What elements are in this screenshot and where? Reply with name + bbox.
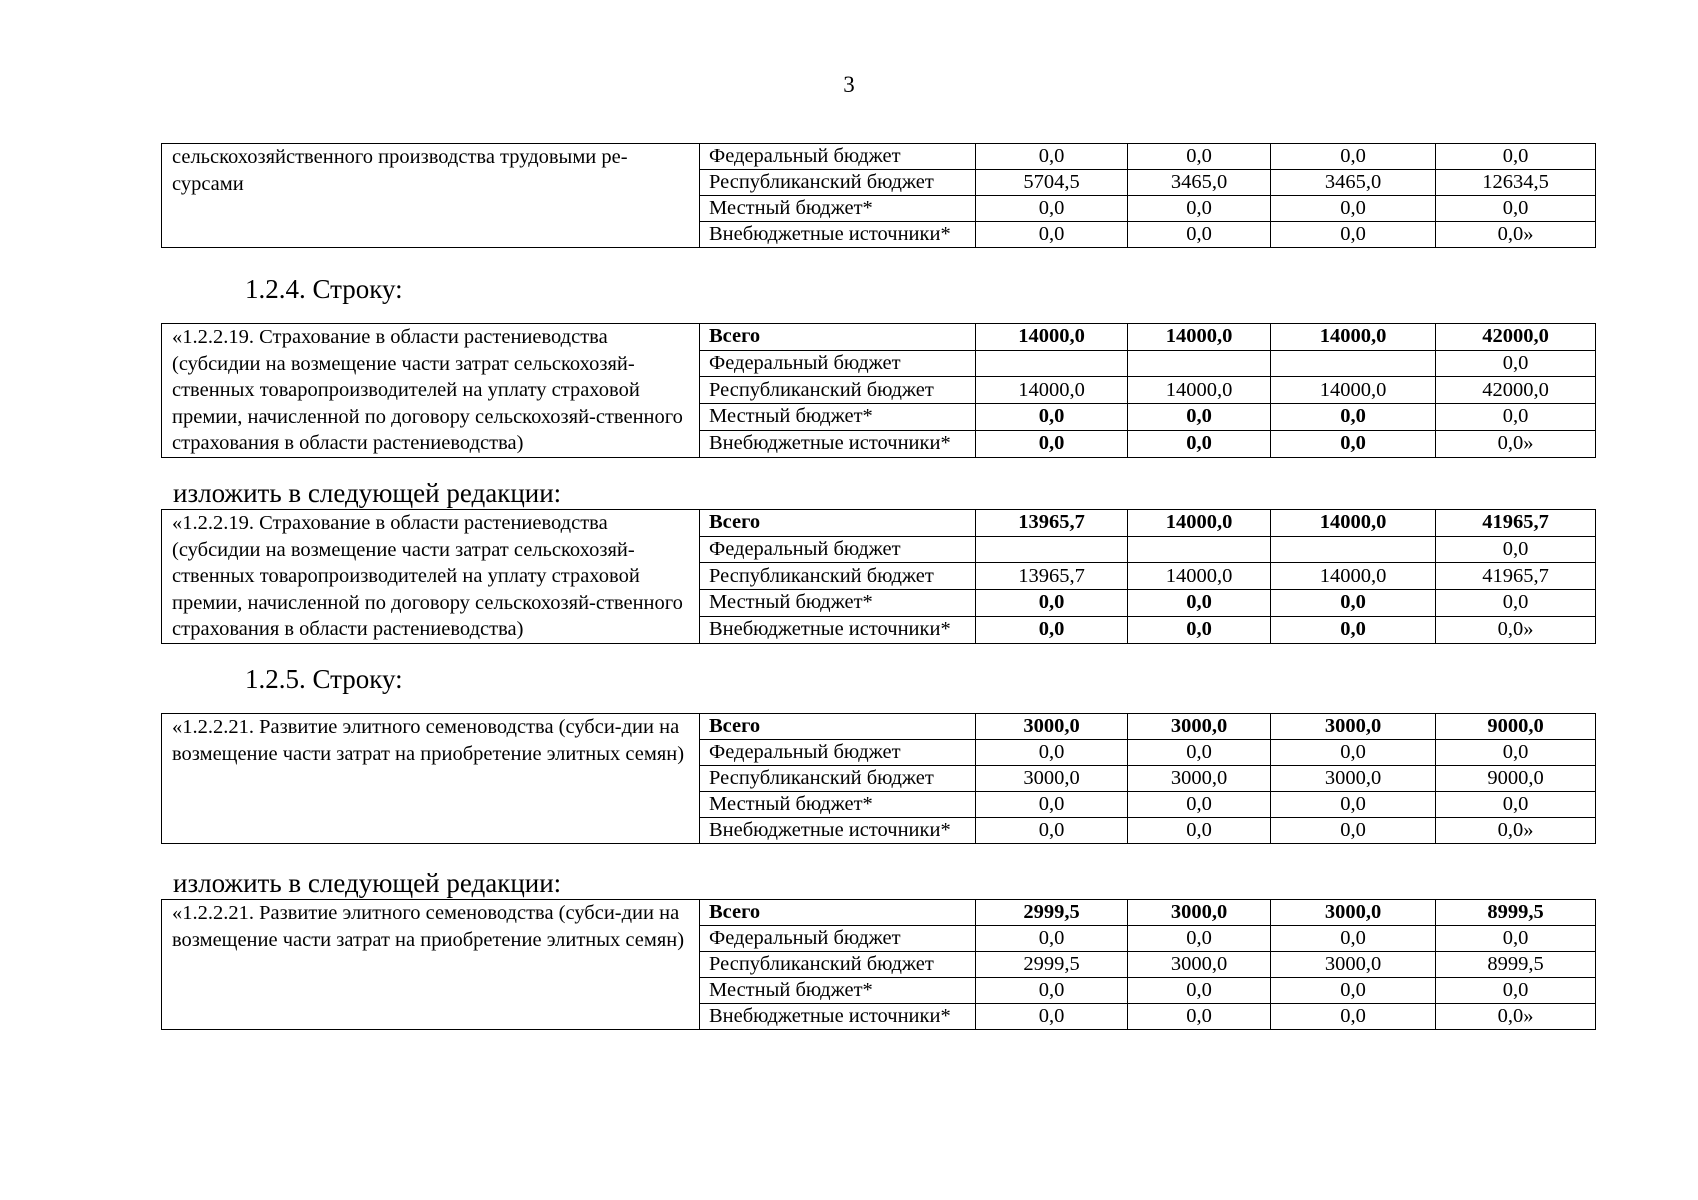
value-cell: 8999,5 xyxy=(1436,952,1596,978)
value-cell: 3000,0 xyxy=(1128,952,1271,978)
source-label: Всего xyxy=(700,510,976,537)
source-label: Республиканский бюджет xyxy=(700,377,976,404)
value-cell: 0,0 xyxy=(1436,536,1596,563)
value-cell: 0,0 xyxy=(976,590,1128,617)
value-cell: 0,0 xyxy=(976,144,1128,170)
source-label: Федеральный бюджет xyxy=(700,536,976,563)
budget-table-new-1-2-2-19 xyxy=(161,509,1596,644)
value-cell: 42000,0 xyxy=(1436,324,1596,351)
value-cell: 0,0 xyxy=(1128,590,1271,617)
value-cell: 0,0 xyxy=(1271,404,1436,431)
table-row xyxy=(162,510,1596,537)
value-cell: 0,0 xyxy=(976,616,1128,643)
value-cell: 41965,7 xyxy=(1436,563,1596,590)
measure-description: «1.2.2.19. Страхование в области растениеводства (субсидии на возмещение части затрат сельскохозяй-ственных товаропроизводителей на уплату страховой премии, начисленной по договору сельскохозяй-ственного страхования в области растениеводства) xyxy=(162,324,700,458)
source-label: Местный бюджет* xyxy=(700,978,976,1004)
table-row xyxy=(162,144,1596,170)
section-heading: 1.2.5. Строку: xyxy=(245,664,403,694)
value-cell: 12634,5 xyxy=(1436,170,1596,196)
source-label: Внебюджетные источники* xyxy=(700,222,976,248)
value-cell: 2999,5 xyxy=(976,952,1128,978)
source-label: Внебюджетные источники* xyxy=(700,430,976,457)
value-cell: 0,0 xyxy=(976,1004,1128,1030)
value-cell xyxy=(976,350,1128,377)
value-cell: 0,0 xyxy=(1271,792,1436,818)
value-cell: 0,0 xyxy=(1128,196,1271,222)
value-cell xyxy=(1271,536,1436,563)
value-cell: 0,0 xyxy=(1128,926,1271,952)
value-cell: 0,0 xyxy=(1271,818,1436,844)
value-cell: 0,0 xyxy=(1128,404,1271,431)
budget-table-old-1-2-2-21 xyxy=(161,713,1596,844)
source-label: Республиканский бюджет xyxy=(700,170,976,196)
value-cell xyxy=(1128,350,1271,377)
value-cell: 14000,0 xyxy=(1271,377,1436,404)
value-cell: 0,0» xyxy=(1436,818,1596,844)
measure-description: сельскохозяйственного производства трудовыми ре-сурсами xyxy=(162,144,700,248)
value-cell: 0,0 xyxy=(1271,222,1436,248)
value-cell: 9000,0 xyxy=(1436,766,1596,792)
value-cell: 8999,5 xyxy=(1436,900,1596,926)
source-label: Внебюджетные источники* xyxy=(700,1004,976,1030)
value-cell: 14000,0 xyxy=(976,324,1128,351)
value-cell: 3000,0 xyxy=(976,714,1128,740)
measure-description: «1.2.2.21. Развитие элитного семеноводства (субси-дии на возмещение части затрат на приобретение элитных семян) xyxy=(162,714,700,844)
value-cell: 13965,7 xyxy=(976,510,1128,537)
value-cell: 0,0 xyxy=(1128,792,1271,818)
value-cell: 0,0 xyxy=(976,430,1128,457)
value-cell: 0,0 xyxy=(1436,740,1596,766)
value-cell: 0,0 xyxy=(1436,350,1596,377)
source-label: Республиканский бюджет xyxy=(700,952,976,978)
value-cell: 0,0 xyxy=(1271,144,1436,170)
source-label: Республиканский бюджет xyxy=(700,766,976,792)
value-cell: 0,0 xyxy=(976,196,1128,222)
value-cell: 0,0 xyxy=(976,222,1128,248)
value-cell: 3000,0 xyxy=(1271,900,1436,926)
source-label: Всего xyxy=(700,324,976,351)
value-cell: 14000,0 xyxy=(1271,563,1436,590)
value-cell: 0,0 xyxy=(976,404,1128,431)
value-cell: 0,0 xyxy=(1271,430,1436,457)
section-heading: изложить в следующей редакции: xyxy=(173,478,562,508)
value-cell: 0,0 xyxy=(1271,590,1436,617)
source-label: Республиканский бюджет xyxy=(700,563,976,590)
value-cell: 0,0 xyxy=(976,978,1128,1004)
value-cell: 0,0 xyxy=(1128,1004,1271,1030)
value-cell: 13965,7 xyxy=(976,563,1128,590)
value-cell: 14000,0 xyxy=(1128,510,1271,537)
value-cell: 42000,0 xyxy=(1436,377,1596,404)
measure-description: «1.2.2.19. Страхование в области растениеводства (субсидии на возмещение части затрат сельскохозяй-ственных товаропроизводителей на уплату страховой премии, начисленной по договору сельскохозяй-ственного страхования в области растениеводства) xyxy=(162,510,700,644)
value-cell: 0,0 xyxy=(1128,144,1271,170)
value-cell: 0,0 xyxy=(1436,792,1596,818)
page-number: 3 xyxy=(843,72,855,97)
value-cell: 0,0 xyxy=(1128,616,1271,643)
value-cell: 0,0» xyxy=(1436,1004,1596,1030)
value-cell: 2999,5 xyxy=(976,900,1128,926)
value-cell: 0,0» xyxy=(1436,430,1596,457)
value-cell: 0,0 xyxy=(976,740,1128,766)
value-cell: 0,0 xyxy=(1271,616,1436,643)
value-cell: 0,0 xyxy=(1271,740,1436,766)
value-cell: 0,0» xyxy=(1436,222,1596,248)
value-cell: 3000,0 xyxy=(1271,714,1436,740)
source-label: Федеральный бюджет xyxy=(700,926,976,952)
source-label: Всего xyxy=(700,714,976,740)
value-cell: 5704,5 xyxy=(976,170,1128,196)
value-cell: 14000,0 xyxy=(1271,510,1436,537)
value-cell: 0,0 xyxy=(1436,590,1596,617)
value-cell: 0,0 xyxy=(1128,978,1271,1004)
value-cell: 14000,0 xyxy=(1128,563,1271,590)
value-cell: 0,0 xyxy=(1271,978,1436,1004)
source-label: Федеральный бюджет xyxy=(700,144,976,170)
source-label: Федеральный бюджет xyxy=(700,740,976,766)
value-cell: 14000,0 xyxy=(1128,324,1271,351)
value-cell: 3000,0 xyxy=(1271,766,1436,792)
source-label: Федеральный бюджет xyxy=(700,350,976,377)
value-cell: 0,0 xyxy=(1271,196,1436,222)
source-label: Внебюджетные источники* xyxy=(700,818,976,844)
section-heading: изложить в следующей редакции: xyxy=(173,868,562,898)
value-cell: 0,0 xyxy=(1128,818,1271,844)
budget-table-continuation xyxy=(161,143,1596,248)
value-cell xyxy=(1128,536,1271,563)
value-cell xyxy=(1271,350,1436,377)
value-cell: 41965,7 xyxy=(1436,510,1596,537)
source-label: Местный бюджет* xyxy=(700,792,976,818)
budget-table-new-1-2-2-21 xyxy=(161,899,1596,1030)
table-row xyxy=(162,324,1596,351)
source-label: Внебюджетные источники* xyxy=(700,616,976,643)
source-label: Местный бюджет* xyxy=(700,590,976,617)
source-label: Местный бюджет* xyxy=(700,196,976,222)
value-cell xyxy=(976,536,1128,563)
value-cell: 3000,0 xyxy=(1128,714,1271,740)
table-row xyxy=(162,900,1596,926)
value-cell: 0,0» xyxy=(1436,616,1596,643)
source-label: Местный бюджет* xyxy=(700,404,976,431)
measure-description: «1.2.2.21. Развитие элитного семеноводства (субси-дии на возмещение части затрат на приобретение элитных семян) xyxy=(162,900,700,1030)
value-cell: 0,0 xyxy=(1128,222,1271,248)
value-cell: 0,0 xyxy=(1271,926,1436,952)
value-cell: 3000,0 xyxy=(1128,766,1271,792)
budget-table-old-1-2-2-19 xyxy=(161,323,1596,458)
section-heading: 1.2.4. Строку: xyxy=(245,274,403,304)
table-row xyxy=(162,714,1596,740)
value-cell: 0,0 xyxy=(1436,404,1596,431)
value-cell: 0,0 xyxy=(976,926,1128,952)
value-cell: 0,0 xyxy=(976,792,1128,818)
value-cell: 14000,0 xyxy=(976,377,1128,404)
value-cell: 0,0 xyxy=(1271,1004,1436,1030)
value-cell: 3000,0 xyxy=(1128,900,1271,926)
value-cell: 0,0 xyxy=(1128,740,1271,766)
value-cell: 0,0 xyxy=(976,818,1128,844)
source-label: Всего xyxy=(700,900,976,926)
value-cell: 3465,0 xyxy=(1271,170,1436,196)
value-cell: 0,0 xyxy=(1436,196,1596,222)
value-cell: 14000,0 xyxy=(1271,324,1436,351)
value-cell: 9000,0 xyxy=(1436,714,1596,740)
value-cell: 0,0 xyxy=(1436,978,1596,1004)
value-cell: 0,0 xyxy=(1436,144,1596,170)
value-cell: 0,0 xyxy=(1436,926,1596,952)
value-cell: 0,0 xyxy=(1128,430,1271,457)
value-cell: 14000,0 xyxy=(1128,377,1271,404)
value-cell: 3000,0 xyxy=(1271,952,1436,978)
value-cell: 3000,0 xyxy=(976,766,1128,792)
value-cell: 3465,0 xyxy=(1128,170,1271,196)
